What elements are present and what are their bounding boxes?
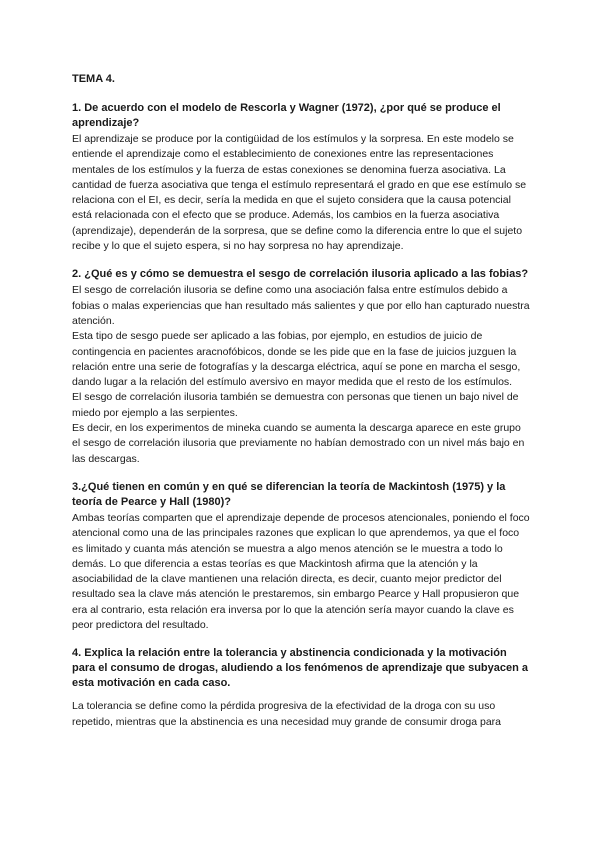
section-1 <box>72 101 530 254</box>
answer-1-paragraph-1: El aprendizaje se produce por la contigüidad de los estímulos y la sorpresa. En este modelo se entiende el aprendizaje como el establecimiento de conexiones entre las representaciones mentales de los estímulos y la fuerza de estas conexiones se denomina fuerza asociativa. La cantidad de fuerza asociativa que tenga el estímulo representará el grado en que ese estímulo se relaciona con el EI, es decir, sería la medida en que el sujeto considera que la causa potencial está relacionada con el efecto que se produce. Además, los cambios en la fuerza asociativa (aprendizaje), dependerán de la sorpresa, que se define como la diferencia entre lo que el sujeto recibe y lo que el sujeto espera, si no hay sorpresa no hay aprendizaje. <box>72 133 527 253</box>
section-3 <box>72 480 530 633</box>
section-2 <box>72 267 530 467</box>
answer-4-paragraph-1: La tolerancia se define como la pérdida progresiva de la efectividad de la droga con su uso repetido, mientras que la abstinencia es una necesidad muy grande de consumir droga para <box>72 700 502 728</box>
answer-2-paragraph-1: El sesgo de correlación ilusoria se define como una asociación falsa entre estímulos debido a fobias o malas experiencias que han resultado más salientes y que por ello han capturado nuestra atención. <box>72 284 530 327</box>
question-2: 2. ¿Qué es y cómo se demuestra el sesgo de correlación ilusoria aplicado a las fobias? <box>72 268 529 281</box>
document-page <box>72 72 530 743</box>
question-3: 3.¿Qué tienen en común y en qué se diferencian la teoría de Mackintosh (1975) y la teoría de Pearce y Hall (1980)? <box>72 480 506 508</box>
section-4 <box>72 646 530 730</box>
answer-2-paragraph-2: Esta tipo de sesgo puede ser aplicado a las fobias, por ejemplo, en estudios de juicio de contingencia en pacientes aracnofóbicos, donde se les pide que en la fase de juicios juzguen la relación entre una serie de fotografías y la descarga eléctrica, aquí se pone en marcha el sesgo, dando lugar a la relación del estímulo aversivo en mayor medida que el resto de los estímulos. <box>72 330 521 389</box>
question-4: 4. Explica la relación entre la tolerancia y abstinencia condicionada y la motivación para el consumo de drogas, aludiendo a los fenómenos de aprendizaje que subyacen a esta motivación en cada caso. <box>72 647 529 690</box>
answer-3-paragraph-1: Ambas teorías comparten que el aprendizaje depende de procesos atencionales, poniendo el foco atencional como una de las principales razones que explican lo que aprendemos, ya que el foco es limitado y cuanta más atención se muestra a algo menos atención se le muestra a todo lo demás. Lo que diferencia a estas teorías es que Mackintosh afirma que la atención y la asociabilidad de la clave mantienen una relación directa, es decir, cuanto mejor predictor del resultado sea la clave más atención le prestaremos, sin embargo Pearce y Hall propusieron que era al contrario, esta relación era inversa por lo que la atención sería mayor cuando la clave es peor predictora del resultado. <box>72 511 530 632</box>
question-1: 1. De acuerdo con el modelo de Rescorla y Wagner (1972), ¿por qué se produce el aprendizaje? <box>72 102 501 129</box>
answer-2-paragraph-4: Es decir, en los experimentos de mineka cuando se aumenta la descarga aparece en este grupo el sesgo de correlación ilusoria que previamente no habían demostrado con un nivel más bajo en las descargas. <box>72 422 525 465</box>
document-title: TEMA 4. <box>72 73 115 85</box>
answer-2-paragraph-3: El sesgo de correlación ilusoria también se demuestra con personas que tienen un bajo nivel de miedo por ejemplo a las serpientes. <box>72 391 519 419</box>
